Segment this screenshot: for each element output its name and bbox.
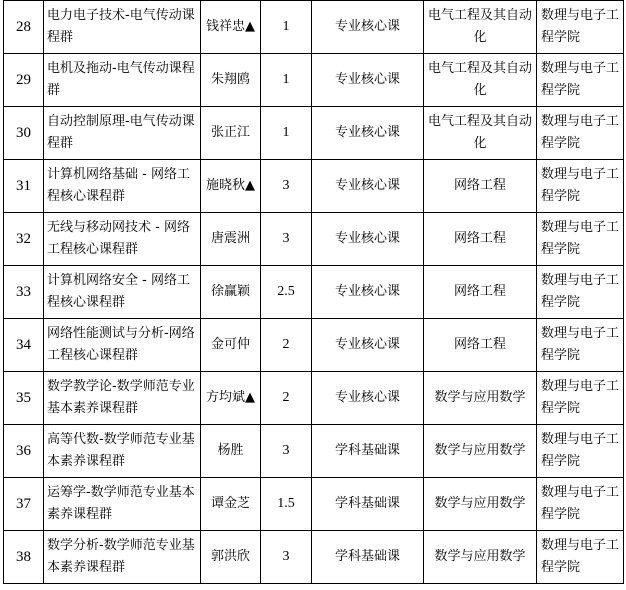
row-number-cell: 29: [4, 54, 44, 107]
course-type-cell: 学科基础课: [312, 531, 424, 584]
college-cell: 数理与电子工程学院: [537, 1, 624, 54]
course-name-cell: 高等代数-数学师范专业基本素养课程群: [44, 425, 201, 478]
college-cell: 数理与电子工程学院: [537, 478, 624, 531]
major-cell: 电气工程及其自动化: [424, 107, 537, 160]
row-number-cell: 37: [4, 478, 44, 531]
course-name-cell: 数学教学论-数学师范专业基本素养课程群: [44, 372, 201, 425]
course-type-cell: 专业核心课: [312, 54, 424, 107]
table-row: [4, 319, 624, 372]
row-number-cell: 32: [4, 213, 44, 266]
college-cell: 数理与电子工程学院: [537, 54, 624, 107]
college-cell: 数理与电子工程学院: [537, 372, 624, 425]
course-type-cell: 学科基础课: [312, 425, 424, 478]
course-name-cell: 自动控制原理-电气传动课程群: [44, 107, 201, 160]
course-type-cell: 专业核心课: [312, 107, 424, 160]
teacher-cell: 谭金芝: [201, 478, 261, 531]
row-number-cell: 28: [4, 1, 44, 54]
credit-cell: 1: [261, 1, 312, 54]
row-number-cell: 34: [4, 319, 44, 372]
course-type-cell: 专业核心课: [312, 160, 424, 213]
college-cell: 数理与电子工程学院: [537, 213, 624, 266]
table-row: [4, 107, 624, 160]
credit-cell: 3: [261, 425, 312, 478]
major-cell: 网络工程: [424, 266, 537, 319]
credit-cell: 3: [261, 213, 312, 266]
course-type-cell: 专业核心课: [312, 213, 424, 266]
course-name-cell: 电机及拖动-电气传动课程群: [44, 54, 201, 107]
table-row: [4, 213, 624, 266]
college-cell: 数理与电子工程学院: [537, 425, 624, 478]
row-number-cell: 33: [4, 266, 44, 319]
college-cell: 数理与电子工程学院: [537, 266, 624, 319]
major-cell: 电气工程及其自动化: [424, 1, 537, 54]
credit-cell: 1: [261, 107, 312, 160]
table-row: [4, 1, 624, 54]
course-name-cell: 计算机网络安全 - 网络工程核心课程群: [44, 266, 201, 319]
major-cell: 数学与应用数学: [424, 531, 537, 584]
course-type-cell: 专业核心课: [312, 319, 424, 372]
row-number-cell: 38: [4, 531, 44, 584]
teacher-cell: 施晓秋▲: [201, 160, 261, 213]
course-type-cell: 学科基础课: [312, 478, 424, 531]
credit-cell: 3: [261, 160, 312, 213]
major-cell: 数学与应用数学: [424, 478, 537, 531]
teacher-cell: 徐赢颖: [201, 266, 261, 319]
college-cell: 数理与电子工程学院: [537, 531, 624, 584]
course-type-cell: 专业核心课: [312, 266, 424, 319]
teacher-cell: 唐震洲: [201, 213, 261, 266]
teacher-cell: 钱祥忠▲: [201, 1, 261, 54]
major-cell: 网络工程: [424, 213, 537, 266]
teacher-cell: 杨胜: [201, 425, 261, 478]
course-name-cell: 运筹学-数学师范专业基本素养课程群: [44, 478, 201, 531]
major-cell: 电气工程及其自动化: [424, 54, 537, 107]
teacher-cell: 金可仲: [201, 319, 261, 372]
teacher-cell: 朱翔鸥: [201, 54, 261, 107]
course-name-cell: 网络性能测试与分析-网络工程核心课程群: [44, 319, 201, 372]
course-table: [3, 0, 624, 584]
credit-cell: 2.5: [261, 266, 312, 319]
table-row: [4, 425, 624, 478]
major-cell: 网络工程: [424, 319, 537, 372]
row-number-cell: 31: [4, 160, 44, 213]
course-name-cell: 电力电子技术-电气传动课程群: [44, 1, 201, 54]
table-row: [4, 478, 624, 531]
credit-cell: 2: [261, 372, 312, 425]
major-cell: 数学与应用数学: [424, 425, 537, 478]
row-number-cell: 30: [4, 107, 44, 160]
credit-cell: 1: [261, 54, 312, 107]
table-row: [4, 266, 624, 319]
teacher-cell: 方均斌▲: [201, 372, 261, 425]
table-row: [4, 54, 624, 107]
course-type-cell: 专业核心课: [312, 1, 424, 54]
course-name-cell: 无线与移动网技术 - 网络工程核心课程群: [44, 213, 201, 266]
college-cell: 数理与电子工程学院: [537, 107, 624, 160]
row-number-cell: 35: [4, 372, 44, 425]
table-row: [4, 160, 624, 213]
course-name-cell: 计算机网络基础 - 网络工程核心课程群: [44, 160, 201, 213]
major-cell: 数学与应用数学: [424, 372, 537, 425]
major-cell: 网络工程: [424, 160, 537, 213]
table-row: [4, 531, 624, 584]
teacher-cell: 郭洪欣: [201, 531, 261, 584]
college-cell: 数理与电子工程学院: [537, 319, 624, 372]
credit-cell: 3: [261, 531, 312, 584]
college-cell: 数理与电子工程学院: [537, 160, 624, 213]
course-type-cell: 专业核心课: [312, 372, 424, 425]
credit-cell: 1.5: [261, 478, 312, 531]
table-body: [4, 1, 624, 584]
teacher-cell: 张正江: [201, 107, 261, 160]
course-name-cell: 数学分析-数学师范专业基本素养课程群: [44, 531, 201, 584]
credit-cell: 2: [261, 319, 312, 372]
row-number-cell: 36: [4, 425, 44, 478]
table-row: [4, 372, 624, 425]
